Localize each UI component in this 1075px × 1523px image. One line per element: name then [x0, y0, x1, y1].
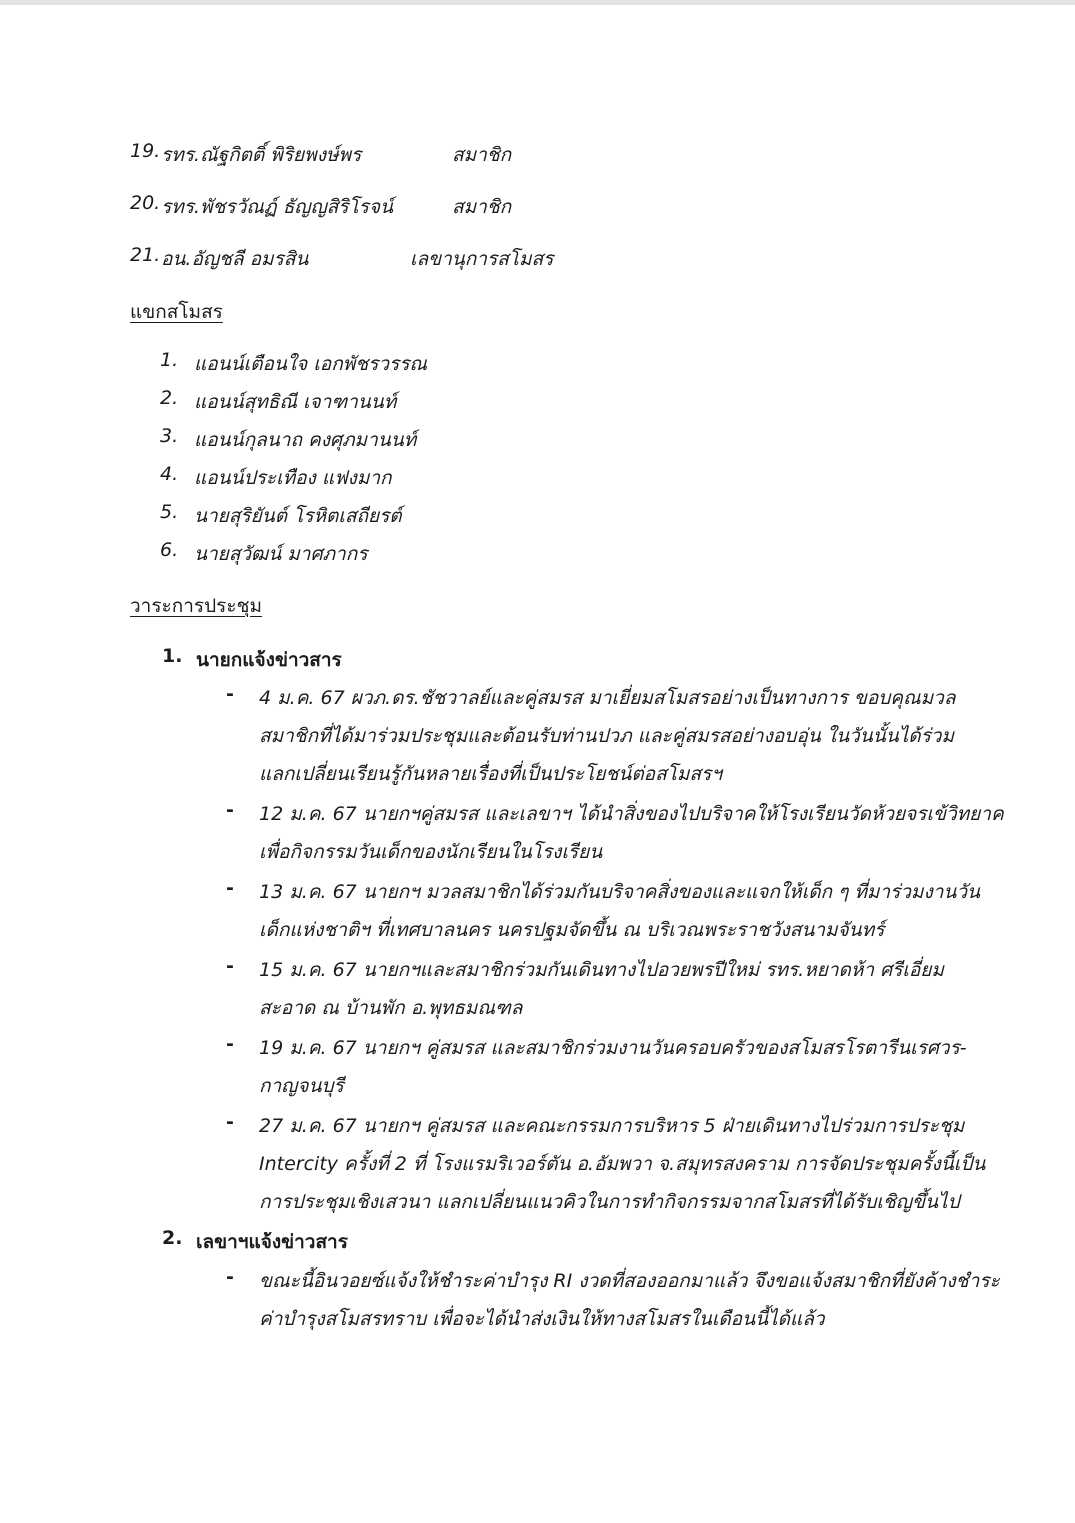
member-role: สมาชิก — [452, 144, 512, 166]
guest-number: 3. — [160, 425, 179, 447]
guest-name: แอนน์ประเทือง แฟงมาก — [194, 467, 392, 489]
guest-name: แอนน์เตือนใจ เอกพัชรวรรณ — [194, 353, 428, 375]
bullet-dash: - — [226, 1266, 234, 1288]
bullet-line: สะอาด ณ บ้านพัก อ.พุทธมณฑล — [259, 997, 523, 1019]
member-name: รทร.ณัฐกิตติ์ พิริยพงษ์พร — [161, 144, 362, 166]
bullet-line: แลกเปลี่ยนเรียนรู้กันหลายเรื่องที่เป็นประโยชน์ต่อสโมสรฯ — [259, 763, 722, 785]
member-number: 20. — [130, 192, 161, 214]
guest-number: 4. — [160, 463, 179, 485]
guest-number: 2. — [160, 387, 179, 409]
guest-number: 5. — [160, 501, 179, 523]
bullet-line: ขณะนี้อินวอยซ์แจ้งให้ชำระค่าบำรุง RI งวดที่สองออกมาแล้ว จึงขอแจ้งสมาชิกที่ยังค้างชำระ — [259, 1270, 1000, 1292]
guest-name: นายสุวัฒน์ มาศภากร — [194, 543, 368, 565]
agenda-number: 1. — [162, 645, 183, 667]
bullet-line: การประชุมเชิงเสวนา แลกเปลี่ยนแนวคิวในการทำกิจกรรมจากสโมสรที่ได้รับเชิญขึ้นไป — [259, 1191, 960, 1213]
bullet-dash: - — [226, 799, 234, 821]
bullet-line: 12 ม.ค. 67 นายกฯคู่สมรส และเลขาฯ ได้นำสิ่งของไปบริจาคให้โรงเรียนวัดห้วยจรเข้วิทยาค — [259, 803, 1004, 825]
member-name: อน.อัญชลี อมรสิน — [161, 248, 309, 270]
bullet-line: เด็กแห่งชาติฯ ที่เทศบาลนคร นครปฐมจัดขึ้น ณ บริเวณพระราชวังสนามจันทร์ — [259, 919, 885, 941]
bullet-line: 15 ม.ค. 67 นายกฯและสมาชิกร่วมกันเดินทางไปอวยพรปีใหม่ รทร.หยาดห้า ศรีเอี่ยม — [259, 959, 944, 981]
member-role: เลขานุการสโมสร — [410, 248, 554, 270]
bullet-dash: - — [226, 1111, 234, 1133]
guests-heading: แขกสโมสร — [130, 301, 223, 323]
bullet-line: 19 ม.ค. 67 นายกฯ คู่สมรส และสมาชิกร่วมงานวันครอบครัวของสโมสรโรตารีนเรศวร- — [259, 1037, 967, 1059]
agenda-title-text: เลขาฯแจ้งข่าวสาร — [196, 1231, 348, 1253]
guest-name: แอนน์สุทธิณี เจาฑานนท์ — [194, 391, 397, 413]
bullet-line: Intercity ครั้งที่ 2 ที่ โรงแรมริเวอร์ตัน อ.อัมพวา จ.สมุทรสงคราม การจัดประชุมครั้งนี้เป็น — [259, 1153, 986, 1175]
bullet-dash: - — [226, 877, 234, 899]
bullet-line: กาญจนบุรี — [259, 1075, 344, 1097]
guest-name: นายสุริยันต์ โรหิตเสถียรต์ — [194, 505, 402, 527]
member-number: 21. — [130, 244, 161, 266]
member-name: รทร.พัชรวัณฏ์ ธัญญสิริโรจน์ — [161, 196, 393, 218]
bullet-line: 27 ม.ค. 67 นายกฯ คู่สมรส และคณะกรรมการบริหาร 5 ฝ่ายเดินทางไปร่วมการประชุม — [259, 1115, 965, 1137]
bullet-dash: - — [226, 955, 234, 977]
agenda-number: 2. — [162, 1227, 183, 1249]
member-role: สมาชิก — [452, 196, 512, 218]
agenda-heading: วาระการประชุม — [130, 595, 263, 617]
bullet-dash: - — [226, 1033, 234, 1055]
member-number: 19. — [130, 140, 161, 162]
agenda-title-text: นายกแจ้งข่าวสาร — [196, 649, 342, 671]
guest-number: 6. — [160, 539, 179, 561]
bullet-line: สมาชิกที่ได้มาร่วมประชุมและต้อนรับท่านปวภ และคู่สมรสอย่างอบอุ่น ในวันนั้นได้ร่วม — [259, 725, 954, 747]
bullet-line: 13 ม.ค. 67 นายกฯ มวลสมาชิกได้ร่วมกันบริจาคสิ่งของและแจกให้เด็ก ๆ ที่มาร่วมงานวัน — [259, 881, 981, 903]
guest-number: 1. — [160, 349, 179, 371]
bullet-line: ค่าบำรุงสโมสรทราบ เพื่อจะได้นำส่งเงินให้ทางสโมสรในเดือนนี้ได้แล้ว — [259, 1308, 825, 1330]
bullet-line: 4 ม.ค. 67 ผวภ.ดร.ชัชวาลย์และคู่สมรส มาเยี่ยมสโมสรอย่างเป็นทางการ ขอบคุณมวล — [259, 687, 956, 709]
bullet-line: เพื่อกิจกรรมวันเด็กของนักเรียนในโรงเรียน — [259, 841, 603, 863]
bullet-dash: - — [226, 683, 234, 705]
guest-name: แอนน์กุลนาถ คงศุภมานนท์ — [194, 429, 417, 451]
